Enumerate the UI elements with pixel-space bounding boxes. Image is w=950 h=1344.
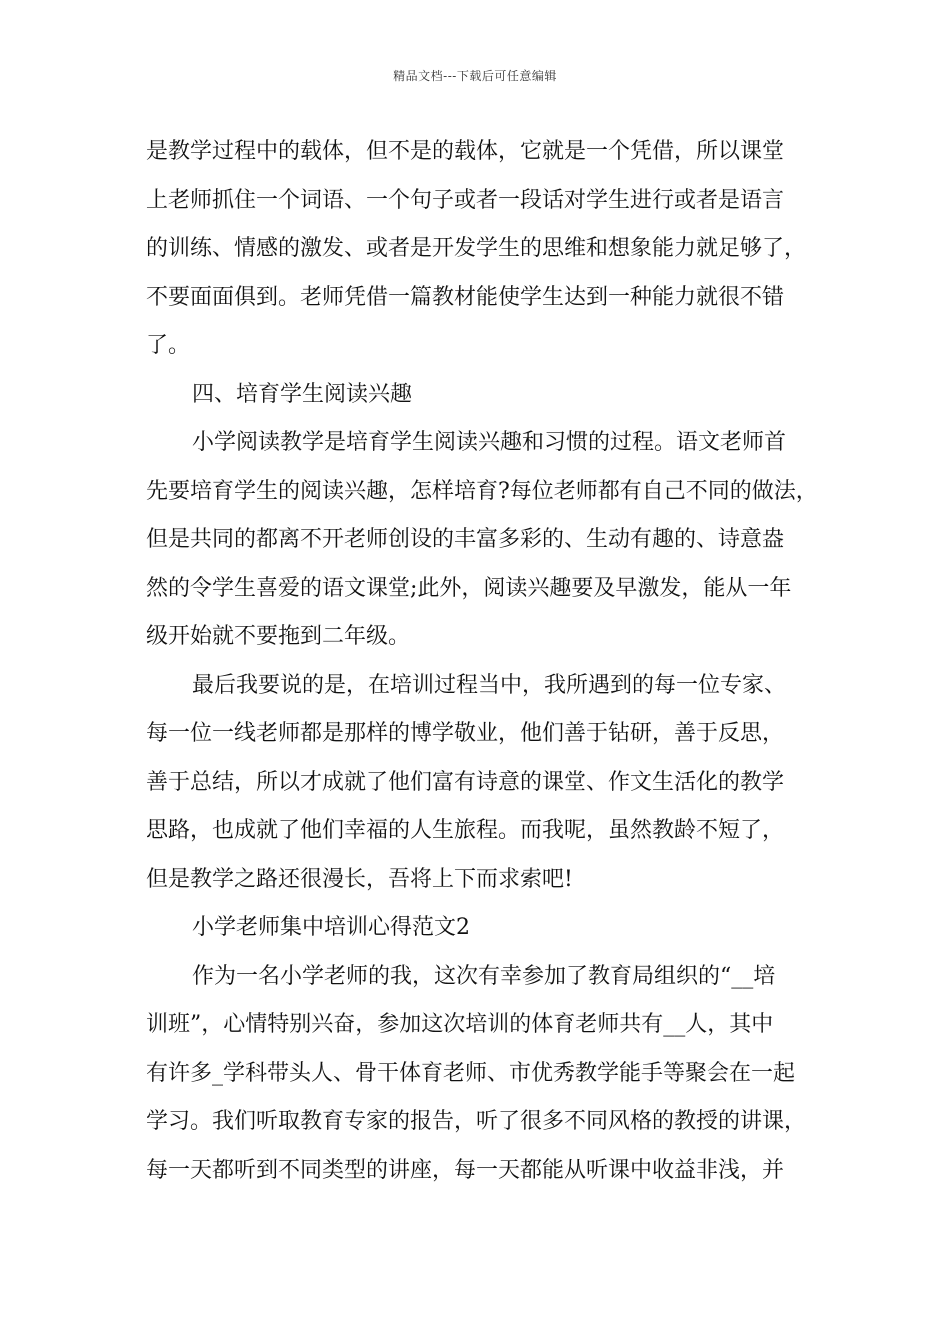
text-line: 有许多_学科带头人、骨干体育老师、市优秀教学能手等聚会在一起 — [146, 1060, 796, 1086]
text-line: 训班”，心情特别兴奋，参加这次培训的体育老师共有__人，其中 — [146, 1012, 774, 1037]
text-line: 学习。我们听取教育专家的报告，听了很多不同风格的教授的讲课， — [146, 1109, 807, 1134]
text-line: 是教学过程中的载体，但不是的载体，它就是一个凭借，所以课堂 — [146, 139, 785, 164]
text-line: 的训练、情感的激发、或者是开发学生的思维和想象能力就足够了， — [146, 236, 807, 261]
text-line: 但是教学之路还很漫长，吾将上下而求索吧! — [146, 866, 573, 892]
text-line: 但是共同的都离不开老师创设的丰富多彩的、生动有趣的、诗意盎 — [146, 527, 785, 552]
section-heading: 小学老师集中培训心得范文2 — [192, 915, 470, 940]
text-line: 善于总结，所以才成就了他们富有诗意的课堂、作文生活化的教学 — [146, 769, 785, 795]
page-header: 精品文档---下载后可任意编辑 — [393, 69, 557, 83]
document-body — [146, 128, 836, 1195]
text-line: 级开始就不要拖到二年级。 — [146, 624, 411, 649]
text-line: 然的令学生喜爱的语文课堂;此外，阅读兴趣要及早激发，能从一年 — [146, 575, 792, 601]
text-line: 了。 — [146, 333, 191, 358]
text-line: 作为一名小学老师的我，这次有幸参加了教育局组织的“__培 — [192, 963, 776, 989]
text-line: 小学阅读教学是培育学生阅读兴趣和习惯的过程。语文老师首 — [192, 430, 787, 455]
text-line: 不要面面俱到。老师凭借一篇教材能使学生达到一种能力就很不错 — [146, 284, 785, 310]
text-line: 上老师抓住一个词语、一个句子或者一段话对学生进行或者是语言 — [146, 187, 785, 213]
text-line: 最后我要说的是，在培训过程当中，我所遇到的每一位专家、 — [192, 672, 787, 698]
text-line: 思路，也成就了他们幸福的人生旅程。而我呢，虽然教龄不短了， — [146, 818, 785, 843]
text-line: 先要培育学生的阅读兴趣，怎样培育?每位老师都有自己不同的做法， — [146, 478, 818, 504]
text-line: 每一天都听到不同类型的讲座，每一天都能从听课中收益非浅，并 — [146, 1157, 785, 1183]
section-heading: 四、培育学生阅读兴趣 — [192, 381, 413, 407]
text-line: 每一位一线老师都是那样的博学敬业，他们善于钻研，善于反思， — [146, 721, 785, 746]
